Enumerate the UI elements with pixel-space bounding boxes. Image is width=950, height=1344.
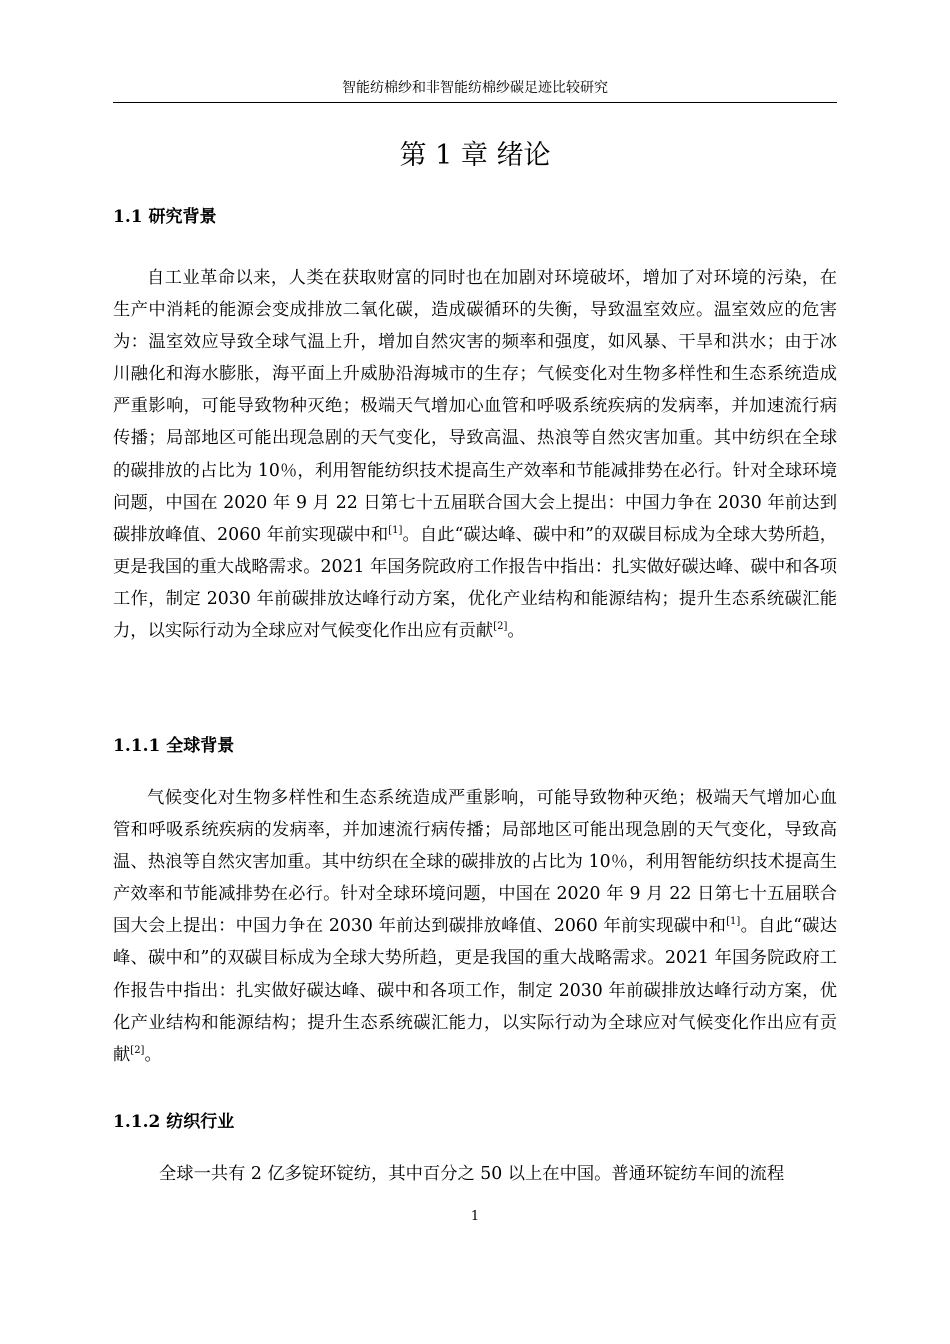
paragraph-text: 全球一共有 2 亿多锭环锭纺，其中百分之 50 以上在中国。普通环锭纺车间的流程 xyxy=(159,1164,785,1184)
running-header: 智能纺棉纱和非智能纺棉纱碳足迹比较研究 xyxy=(342,80,608,96)
citation-ref-2: [2] xyxy=(130,1044,145,1056)
paragraph-textile-industry xyxy=(113,1158,837,1190)
section-heading-1-1-2: 1.1.2 纺织行业 xyxy=(113,1112,235,1132)
paragraph-text: 气候变化对生物多样性和生态系统造成严重影响，可能导致物种灭绝；极端天气增加心血管和呼吸系统疾病的发病率，并加速流行病传播；局部地区可能出现急剧的天气变化，导致高温、热浪等自然灾害加重。其中纺织在全球的碳排放的占比为 10％，利用智能纺织技术提高生产效率和节能减排势在必行。针对全球环境问题，中国在 2020 年 9 月 22 日第七十五届联合国大会上提出：中国力争在 2030 年前达到碳排放峰值、2060 年前实现碳中和 xyxy=(113,788,837,937)
section-heading-1-1-1: 1.1.1 全球背景 xyxy=(113,736,235,756)
paragraph-global-background xyxy=(113,782,837,1071)
paragraph-text: 。自此“碳达峰、碳中和”的双碳目标成为全球大势所趋，更是我国的重大战略需求。2021 年国务院政府工作报告中指出：扎实做好碳达峰、碳中和各项工作，制定 2030 年前碳排放达峰行动方案，优化产业结构和能源结构；提升生态系统碳汇能力，以实际行动为全球应对气候变化作出应有贡献 xyxy=(113,524,837,642)
citation-ref-1: [1] xyxy=(388,524,403,536)
page-number: 1 xyxy=(470,1209,480,1224)
paragraph-text: 。自此“碳达峰、碳中和”的双碳目标成为全球大势所趋，更是我国的重大战略需求。2021 年国务院政府工作报告中指出：扎实做好碳达峰、碳中和各项工作，制定 2030 年前碳排放达峰行动方案，优化产业结构和能源结构；提升生态系统碳汇能力，以实际行动为全球应对气候变化作出应有贡献 xyxy=(113,916,837,1065)
section-heading-1-1: 1.1 研究背景 xyxy=(113,207,217,227)
paragraph-text: 自工业革命以来，人类在获取财富的同时也在加剧对环境破坏，增加了对环境的污染，在生产中消耗的能源会变成排放二氧化碳，造成碳循环的失衡，导致温室效应。温室效应的危害为：温室效应导致全球气温上升，增加自然灾害的频率和强度，如风暴、干旱和洪水；由于冰川融化和海水膨胀，海平面上升威胁沿海城市的生存；气候变化对生物多样性和生态系统造成严重影响，可能导致物种灭绝；极端天气增加心血管和呼吸系统疾病的发病率，并加速流行病传播；局部地区可能出现急剧的天气变化，导致高温、热浪等自然灾害加重。其中纺织在全球的碳排放的占比为 10％，利用智能纺织技术提高生产效率和节能减排势在必行。针对全球环境问题，中国在 2020 年 9 月 22 日第七十五届联合国大会上提出：中国力争在 2030 年前达到碳排放峰值、2060 年前实现碳中和 xyxy=(113,268,837,545)
header-rule xyxy=(113,102,837,103)
chapter-title: 第 1 章 绪论 xyxy=(399,140,551,171)
citation-ref-2: [2] xyxy=(493,621,508,633)
paragraph-text: 。 xyxy=(507,621,525,642)
paragraph-research-background xyxy=(113,262,837,647)
paragraph-text: 。 xyxy=(144,1044,162,1065)
citation-ref-1: [1] xyxy=(726,916,741,928)
